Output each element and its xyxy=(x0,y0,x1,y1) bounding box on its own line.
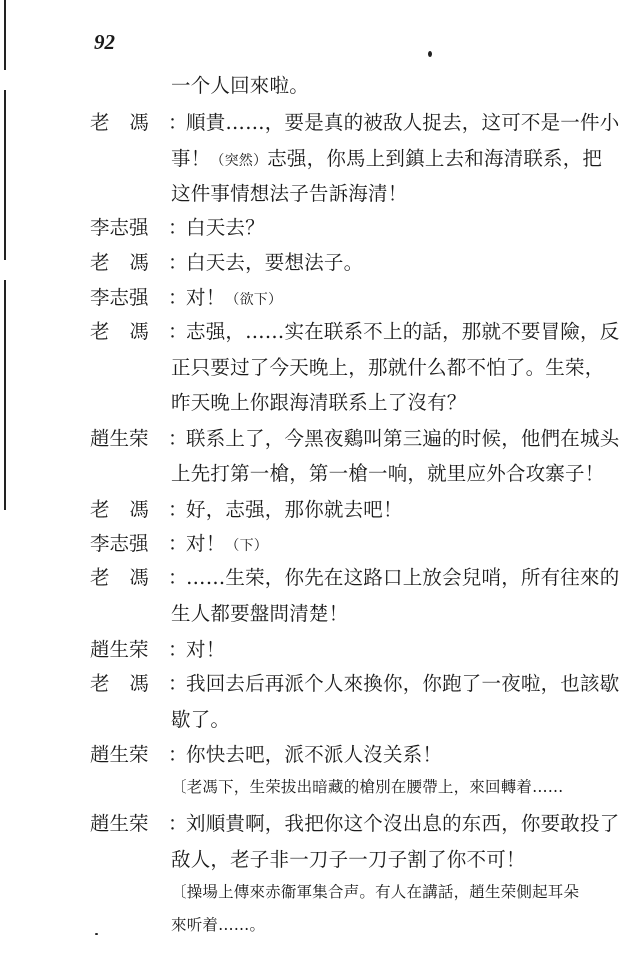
dialogue-text: 联系上了，今黑夜鷄叫第三遍的时候，他們在城头 xyxy=(186,427,620,450)
stage-direction-line xyxy=(171,913,265,935)
ink-speck xyxy=(428,51,432,57)
dialogue-text: 刘順貴啊，我把你这个沒出息的东西，你要敢投了 xyxy=(186,812,620,835)
stage-direction-line xyxy=(171,880,579,902)
dialogue-text: 昨天晚上你跟海清联系上了沒有？ xyxy=(171,391,467,414)
script-line xyxy=(171,387,467,415)
dialogue-text: 生人都要盤問清楚！ xyxy=(171,602,349,625)
speaker-name: 李志强 xyxy=(90,216,149,239)
dialogue-text: 好，志强，那你就去吧！ xyxy=(186,498,403,521)
script-line: 趙生荣 ：对！ xyxy=(90,634,225,662)
dialogue-text: 志强，你馬上到鎮上去和海清联系，把 xyxy=(267,147,603,170)
script-line: 老 馮 ：志强，……实在联系不上的話，那就不要冒險，反 xyxy=(90,316,619,344)
dialogue-text: ……生荣，你先在这路口上放会兒哨，所有往來的 xyxy=(186,566,620,589)
speaker-name: 趙生荣 xyxy=(90,427,149,450)
speaker-name: 老 馮 xyxy=(90,320,150,343)
script-line: 李志强 ：对！（欲下） xyxy=(90,282,282,310)
script-line: 趙生荣 ：刘順貴啊，我把你这个沒出息的东西，你要敢投了 xyxy=(90,808,619,836)
page-binding-edge xyxy=(2,0,8,976)
script-line: 李志强 ：对！（下） xyxy=(90,528,268,556)
speaker-name: 老 馮 xyxy=(90,251,150,274)
speaker-name: 老 馮 xyxy=(90,566,150,589)
speaker-name: 趙生荣 xyxy=(90,743,149,766)
stage-direction-line xyxy=(171,775,564,797)
dialogue-text: 你快去吧，派不派人沒关系！ xyxy=(186,743,443,766)
script-line xyxy=(171,844,526,872)
dialogue-text: 事！ xyxy=(171,147,211,170)
speaker-name: 李志强 xyxy=(90,286,149,309)
dialogue-text: 白天去，要想法子。 xyxy=(186,251,364,274)
dialogue-text: 順貴……，要是真的被敌人捉去，这可不是一件小 xyxy=(186,111,620,134)
dialogue-text: 志强，……实在联系不上的話，那就不要冒險，反 xyxy=(186,320,620,343)
dialogue-text: 对！ xyxy=(186,286,226,309)
dialogue-text: 我回去后再派个人來換你，你跑了一夜啦，也該歇 xyxy=(186,672,620,695)
stage-direction: 來听着……。 xyxy=(171,916,266,934)
speaker-name: 老 馮 xyxy=(90,672,150,695)
dialogue-text: 敌人，老子非一刀子一刀子割了你不可！ xyxy=(171,848,526,871)
dialogue-text: 歇了。 xyxy=(171,708,231,731)
script-line xyxy=(171,178,407,206)
speaker-name: 老 馮 xyxy=(90,498,150,521)
stage-direction: （突然） xyxy=(210,153,268,169)
script-line xyxy=(171,70,309,98)
script-line xyxy=(171,143,602,171)
script-line xyxy=(171,704,230,732)
dialogue-text: 正只要过了今天晚上，那就什么都不怕了。生荣， xyxy=(171,356,605,379)
script-line: 李志强 ：白天去？ xyxy=(90,212,265,240)
speaker-name: 趙生荣 xyxy=(90,638,149,661)
stage-direction: （欲下） xyxy=(225,292,283,308)
script-line xyxy=(171,598,348,626)
dialogue-text: 对！ xyxy=(186,532,226,555)
ink-speck xyxy=(95,933,98,935)
speaker-name: 李志强 xyxy=(90,532,149,555)
dialogue-text: 上先打第一槍，第一槍一响，就里应外合攻寨子！ xyxy=(171,462,605,485)
script-line: 老 馮 ：白天去，要想法子。 xyxy=(90,247,363,275)
stage-direction: 〔老馮下，生荣拔出暗藏的槍別在腰帶上，來回轉着…… xyxy=(171,778,564,796)
script-line: 老 馮 ：順貴……，要是真的被敌人捉去，这可不是一件小 xyxy=(90,107,619,135)
dialogue-text: 这件事情想法子告訴海清！ xyxy=(171,182,408,205)
script-line: 老 馮 ：……生荣，你先在这路口上放会兒哨，所有往來的 xyxy=(90,562,619,590)
script-line xyxy=(171,352,604,380)
script-line xyxy=(171,458,604,486)
stage-direction: 〔操場上傳來赤衞軍集合声。有人在講話，趙生荣側起耳朵 xyxy=(171,883,580,901)
stage-direction: （下） xyxy=(225,538,269,554)
dialogue-text: 对！ xyxy=(186,638,226,661)
script-line: 趙生荣 ：你快去吧，派不派人沒关系！ xyxy=(90,739,442,767)
script-line: 老 馮 ：好，志强，那你就去吧！ xyxy=(90,494,403,522)
speaker-name: 老 馮 xyxy=(90,111,150,134)
page-number: 92 xyxy=(94,30,115,54)
script-line: 趙生荣 ：联系上了，今黑夜鷄叫第三遍的时候，他們在城头 xyxy=(90,423,619,451)
speaker-name: 趙生荣 xyxy=(90,812,149,835)
dialogue-text: 一个人回來啦。 xyxy=(171,74,309,97)
dialogue-text: 白天去？ xyxy=(186,216,265,239)
script-line: 老 馮 ：我回去后再派个人來換你，你跑了一夜啦，也該歇 xyxy=(90,668,619,696)
